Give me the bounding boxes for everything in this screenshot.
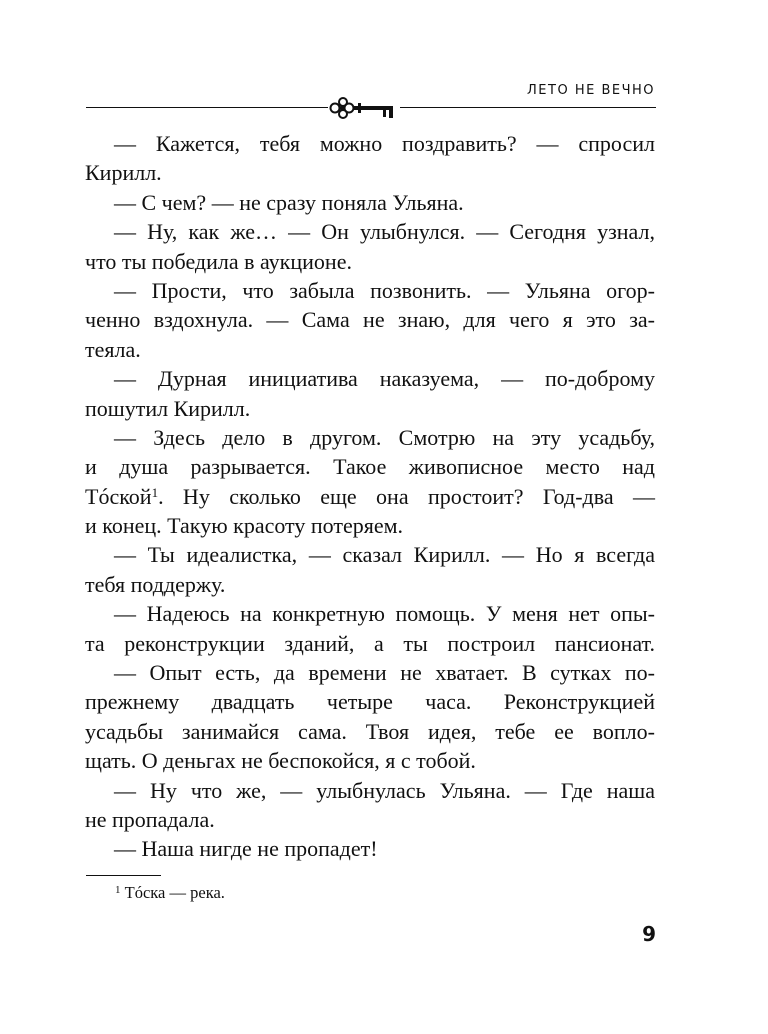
text-line: теяла. [85, 336, 141, 362]
running-title: ЛЕТО НЕ ВЕЧНО [527, 83, 655, 98]
text-line: — С чем? — не сразу поняла Ульяна. [114, 189, 464, 215]
text-line: — Дурная инициатива наказуема, — по-доброму [114, 366, 655, 392]
text-line [85, 482, 655, 511]
text-line: Кирилл. [85, 160, 162, 186]
text-line: тебя поддержу. [85, 571, 226, 597]
text-line: щать. О деньгах не беспокойся, я с тобой. [85, 748, 476, 774]
footnote-text: Тóска — река. [124, 883, 225, 902]
text-line: та реконструкции зданий, а ты построил пансионат. [85, 630, 655, 656]
text-line: пошутил Кирилл. [85, 395, 251, 421]
text-line: — Наша нигде не пропадет! [114, 836, 378, 862]
text-line: — Опыт есть, да времени не хватает. В сутках по- [114, 660, 655, 686]
text-line: усадьбы занимайся сама. Твоя идея, тебе ее вопло- [85, 718, 655, 744]
text-line: прежнему двадцать четыре часа. Реконструкцией [85, 689, 655, 715]
text-line: — Кажется, тебя можно поздравить? — спросил [114, 131, 655, 156]
text-line: — Надеюсь на конкретную помощь. У меня нет опы- [114, 601, 655, 627]
text-line: — Здесь дело в другом. Смотрю на эту усадьбу, [114, 424, 655, 450]
footnote-rule [86, 875, 161, 876]
text-line: и конец. Такую красоту потеряем. [85, 513, 404, 539]
page-number: 9 [642, 922, 656, 946]
text-line: и душа разрывается. Такое живописное место над [85, 454, 655, 480]
text-line-rest: . Ну сколько еще она простоит? Год-два — [158, 483, 655, 509]
text-line: что ты победила в аукционе. [85, 248, 352, 274]
text-line: не пропадала. [85, 806, 215, 832]
key-icon [328, 96, 400, 120]
text-line: — Ну, как же… — Он улыбнулся. — Сегодня узнал, [114, 219, 655, 245]
body-text [85, 129, 655, 864]
text-line: ченно вздохнула. — Сама не знаю, для чего я это за- [85, 307, 655, 333]
footnote [115, 883, 225, 903]
footnote-marker: 1 [115, 884, 121, 896]
text-line: — Прости, что забыла позвонить. — Ульяна огор- [114, 277, 655, 303]
footnote-ref[interactable]: 1 [151, 484, 159, 500]
text-line: — Ну что же, — улыбнулась Ульяна. — Где наша [114, 777, 655, 803]
text-line: — Ты идеалистка, — сказал Кирилл. — Но я всегда [114, 542, 655, 568]
place-name: Тóской [85, 483, 152, 509]
